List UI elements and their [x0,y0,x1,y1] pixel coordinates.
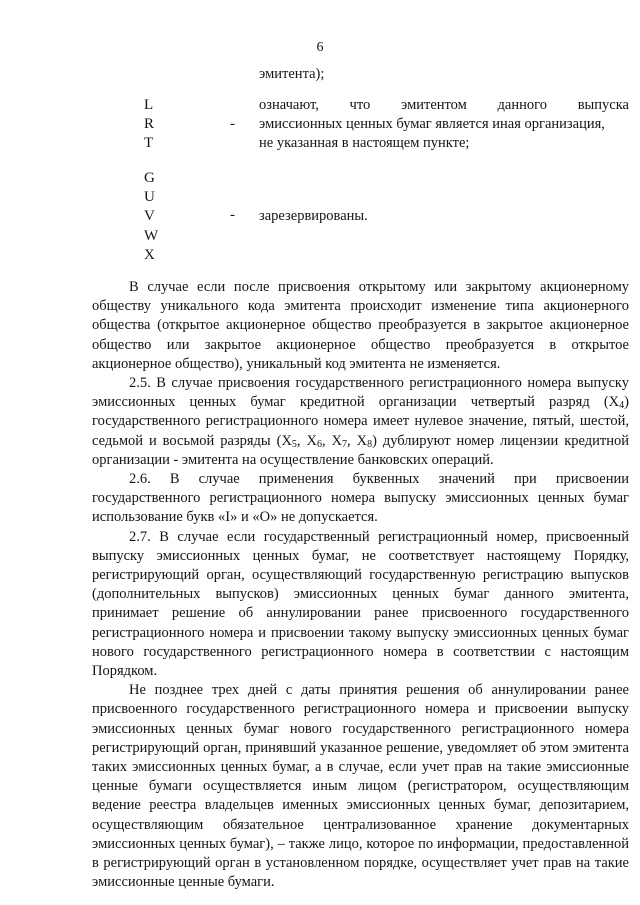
definition-line: эмиссионных ценных бумаг является иная организация, [259,116,605,133]
definition-dash: - [230,207,235,223]
definition-line: не указанная в настоящем пункте; [259,135,470,152]
definition-line: означают, что эмитентом данного выпуска [259,97,629,113]
definition-text-2 [259,207,629,226]
paragraph-2-6: 2.6. В случае применения буквенных значений при присвоении государственного регистрационного номера выпуску эмиссионных ценных бумаг использование букв «I» и «O» не допускается. [92,471,629,526]
letter-code: U [144,189,155,206]
definition-line: зарезервированы. [259,208,368,224]
letter-code: R [144,116,155,133]
letter-code: L [144,97,154,113]
letter-code: T [144,135,154,152]
letter-code: X [144,246,155,263]
letter-codes-group-2 [144,169,164,265]
definition-dash: - [230,116,235,132]
letter-code: V [144,208,155,225]
document-body [92,278,629,893]
continuation-text: эмитента); [259,66,325,82]
paragraph-type-change: В случае если после присвоения открытому или закрытому акционерному обществу уникального кода эмитента происходит изменение типа акционерного общества (открытое акционерное общество преобразуется в закрытое акционерное общество или закрытое акционерное общество преобразуется в открытое акционерное общество), уникальный код эмитента не изменяется. [92,279,629,372]
paragraph-2-7: 2.7. В случае если государственный регистрационный номер, присвоенный выпуску эмиссионных ценных бумаг, не соответствует настоящему Порядку, регистрирующий орган, осуществляющий государственную регистрацию выпусков (дополнительных выпусков) эмиссионных ценных бумаг данного эмитента, принимает решение об аннулировании ранее присвоенного государственного регистрационного номера и присвоении такому выпуску эмиссионных ценных бумаг нового государственного регистрационного номера в соответствии с настоящим Порядком. [92,528,629,680]
page-number: 6 [316,40,324,55]
paragraph-2-5: 2.5. В случае присвоения государственного регистрационного номера выпуску эмиссионных ценных бумаг кредитной организации четвертый разряд $(X_4)$ государственного регистрационного номера имеет нулевое значение, пятый, шестой, седьмой и восьмой разряды ($X_5$, $X_6$, $X_7$, $X_8$) дублируют номер лицензии кредитной организации - эмитента на осуществление банковских операций. [92,375,629,468]
letter-code: G [144,170,155,186]
paragraph-notification: Не позднее трех дней с даты принятия решения об аннулировании ранее присвоенного государственного регистрационного номера и присвоении выпуску эмиссионных ценных бумаг нового государственного регистрационного номера регистрирующий орган, принявший указанное решение, уведомляет об этом эмитента таких эмиссионных ценных бумаг, а в случае, если учет прав на такие эмиссионные ценные бумаги осуществляется иным лицом (регистратором, осуществляющим ведение реестра владельцев именных эмиссионных ценных бумаг, депозитарием, осуществляющим обязательное централизованное хранение документарных эмиссионных ценных бумаг), – также лицо, которое по информации, предоставленной в регистрирующий орган в установленном порядке, осуществляет учет прав на такие эмиссионные ценные бумаги. [92,682,629,891]
definition-text-1 [259,96,629,154]
letter-code: W [144,227,159,244]
letter-codes-group-1 [144,96,164,154]
